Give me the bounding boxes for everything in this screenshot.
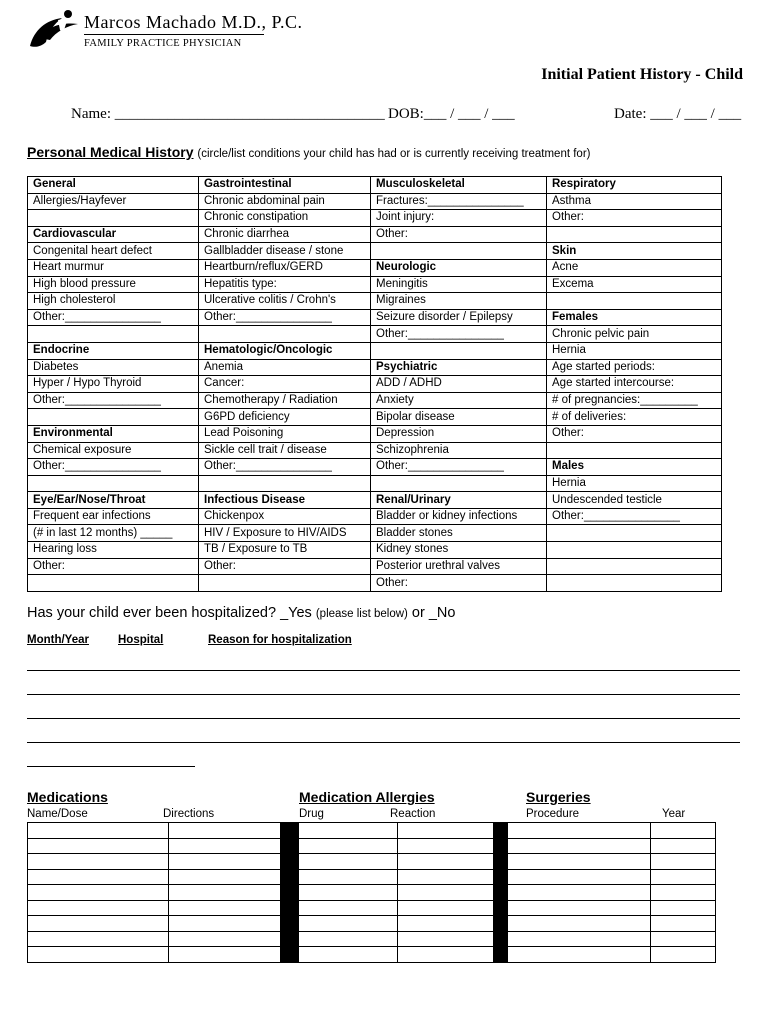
history-category-heading: Females bbox=[547, 309, 722, 326]
history-row bbox=[28, 376, 722, 393]
practice-name: Marcos Machado M.D., P.C. bbox=[84, 12, 303, 32]
col-month-year: Month/Year bbox=[27, 634, 89, 646]
history-condition[interactable]: Other: bbox=[547, 425, 722, 442]
history-row bbox=[28, 210, 722, 227]
med-entry-cell[interactable] bbox=[508, 900, 651, 916]
med-entry-cell[interactable] bbox=[398, 916, 494, 932]
history-condition[interactable]: Hyper / Hypo Thyroid bbox=[28, 376, 199, 393]
history-condition[interactable] bbox=[547, 293, 722, 310]
allergies-heading: Medication Allergies bbox=[299, 789, 435, 805]
procedure-label: Procedure bbox=[526, 808, 580, 820]
history-condition[interactable]: Depression bbox=[371, 425, 547, 442]
med-entry-cell[interactable] bbox=[169, 823, 281, 839]
med-row bbox=[28, 823, 716, 839]
med-entry-cell[interactable] bbox=[28, 869, 169, 885]
med-entry-cell[interactable] bbox=[398, 900, 494, 916]
hosp-entry-line[interactable] bbox=[27, 742, 740, 743]
med-entry-cell[interactable] bbox=[299, 900, 398, 916]
history-condition[interactable] bbox=[371, 243, 547, 260]
column-separator bbox=[494, 900, 508, 916]
pmh-heading bbox=[27, 144, 590, 160]
history-condition[interactable]: High blood pressure bbox=[28, 276, 199, 293]
med-entry-cell[interactable] bbox=[398, 885, 494, 901]
directions-label: Directions bbox=[163, 808, 215, 820]
history-condition[interactable]: Anxiety bbox=[371, 392, 547, 409]
dob-line: ___ / ___ / ___ bbox=[423, 106, 515, 122]
med-entry-cell[interactable] bbox=[28, 931, 169, 947]
column-separator bbox=[281, 916, 299, 932]
history-condition[interactable]: Kidney stones bbox=[371, 542, 547, 559]
history-condition[interactable]: Bladder or kidney infections bbox=[371, 508, 547, 525]
medications-heading: Medications bbox=[27, 789, 108, 805]
med-entry-cell[interactable] bbox=[169, 838, 281, 854]
med-entry-cell[interactable] bbox=[508, 869, 651, 885]
med-entry-cell[interactable] bbox=[299, 823, 398, 839]
history-row bbox=[28, 342, 722, 359]
history-condition[interactable]: Seizure disorder / Epilepsy bbox=[371, 309, 547, 326]
name-dose-label: Name/Dose bbox=[27, 808, 88, 820]
history-condition[interactable]: Ulcerative colitis / Crohn's bbox=[199, 293, 371, 310]
date-label: Date: bbox=[614, 106, 647, 122]
date-line: ___ / ___ / ___ bbox=[650, 106, 742, 122]
practice-subtitle: FAMILY PRACTICE PHYSICIAN bbox=[84, 38, 242, 49]
history-condition[interactable]: Other:_______________ bbox=[371, 326, 547, 343]
med-row bbox=[28, 869, 716, 885]
med-entry-cell[interactable] bbox=[651, 838, 716, 854]
history-condition[interactable] bbox=[199, 326, 371, 343]
med-entry-cell[interactable] bbox=[299, 869, 398, 885]
dob-field[interactable] bbox=[388, 106, 515, 123]
history-condition[interactable]: Other:_______________ bbox=[28, 459, 199, 476]
column-separator bbox=[281, 838, 299, 854]
med-entry-cell[interactable] bbox=[398, 854, 494, 870]
history-category-heading: Skin bbox=[547, 243, 722, 260]
history-condition[interactable]: Chemotherapy / Radiation bbox=[199, 392, 371, 409]
history-condition[interactable]: Other: bbox=[28, 558, 199, 575]
history-row bbox=[28, 276, 722, 293]
hosp-entry-line[interactable] bbox=[27, 694, 740, 695]
med-entry-cell[interactable] bbox=[398, 838, 494, 854]
history-condition[interactable]: Schizophrenia bbox=[371, 442, 547, 459]
med-entry-cell[interactable] bbox=[398, 947, 494, 963]
history-condition[interactable]: Other:_______________ bbox=[28, 309, 199, 326]
year-label: Year bbox=[662, 808, 686, 820]
col-reason: Reason for hospitalization bbox=[208, 634, 352, 646]
med-entry-cell[interactable] bbox=[28, 947, 169, 963]
history-category-heading: Hematologic/Oncologic bbox=[199, 342, 371, 359]
history-category-heading: Gastrointestinal bbox=[199, 177, 371, 194]
column-separator bbox=[494, 854, 508, 870]
med-entry-cell[interactable] bbox=[169, 931, 281, 947]
history-condition[interactable]: Asthma bbox=[547, 193, 722, 210]
history-condition[interactable] bbox=[547, 542, 722, 559]
med-entry-cell[interactable] bbox=[299, 947, 398, 963]
hospitalized-question[interactable] bbox=[27, 605, 455, 621]
history-condition[interactable]: Congenital heart defect bbox=[28, 243, 199, 260]
column-separator bbox=[281, 869, 299, 885]
history-condition[interactable]: Sickle cell trait / disease bbox=[199, 442, 371, 459]
med-entry-cell[interactable] bbox=[651, 854, 716, 870]
history-condition[interactable]: Acne bbox=[547, 259, 722, 276]
history-row bbox=[28, 309, 722, 326]
history-row bbox=[28, 575, 722, 592]
med-entry-cell[interactable] bbox=[299, 931, 398, 947]
history-condition[interactable]: Posterior urethral valves bbox=[371, 558, 547, 575]
history-category-heading: Respiratory bbox=[547, 177, 722, 194]
history-condition[interactable]: Excema bbox=[547, 276, 722, 293]
drug-label: Drug bbox=[299, 808, 324, 820]
history-condition[interactable]: Gallbladder disease / stone bbox=[199, 243, 371, 260]
med-entry-cell[interactable] bbox=[28, 838, 169, 854]
pmh-note: (circle/list conditions your child has had or is currently receiving treatment for) bbox=[197, 148, 591, 160]
practice-logo-icon bbox=[28, 8, 80, 52]
history-row bbox=[28, 392, 722, 409]
hospitalized-note: (please list below) bbox=[315, 608, 408, 620]
history-row bbox=[28, 359, 722, 376]
history-category-heading: Renal/Urinary bbox=[371, 492, 547, 509]
med-entry-cell[interactable] bbox=[651, 931, 716, 947]
med-entry-cell[interactable] bbox=[508, 916, 651, 932]
history-condition[interactable]: Hernia bbox=[547, 342, 722, 359]
history-condition[interactable]: Chronic pelvic pain bbox=[547, 326, 722, 343]
column-separator bbox=[494, 931, 508, 947]
history-condition[interactable]: Bladder stones bbox=[371, 525, 547, 542]
hosp-entry-line[interactable] bbox=[27, 670, 740, 671]
history-row bbox=[28, 525, 722, 542]
med-entry-cell[interactable] bbox=[508, 931, 651, 947]
history-condition[interactable]: Migraines bbox=[371, 293, 547, 310]
history-row bbox=[28, 177, 722, 194]
med-row bbox=[28, 947, 716, 963]
history-condition[interactable]: Chronic abdominal pain bbox=[199, 193, 371, 210]
history-condition[interactable]: Cancer: bbox=[199, 376, 371, 393]
history-row bbox=[28, 459, 722, 476]
history-condition[interactable]: Other:_______________ bbox=[28, 392, 199, 409]
history-condition[interactable]: Hearing loss bbox=[28, 542, 199, 559]
history-condition[interactable]: Chemical exposure bbox=[28, 442, 199, 459]
med-entry-cell[interactable] bbox=[169, 916, 281, 932]
history-condition[interactable]: Chickenpox bbox=[199, 508, 371, 525]
history-condition[interactable] bbox=[28, 409, 199, 426]
history-category-heading: Males bbox=[547, 459, 722, 476]
med-entry-cell[interactable] bbox=[169, 947, 281, 963]
history-condition[interactable]: HIV / Exposure to HIV/AIDS bbox=[199, 525, 371, 542]
med-row bbox=[28, 916, 716, 932]
reaction-label: Reaction bbox=[390, 808, 436, 820]
med-entry-cell[interactable] bbox=[28, 900, 169, 916]
column-separator bbox=[281, 823, 299, 839]
history-category-heading: Musculoskeletal bbox=[371, 177, 547, 194]
hospitalized-no[interactable]: or _No bbox=[411, 605, 456, 621]
history-category-heading: General bbox=[28, 177, 199, 194]
history-row bbox=[28, 558, 722, 575]
history-condition[interactable]: Hepatitis type: bbox=[199, 276, 371, 293]
med-entry-cell[interactable] bbox=[299, 885, 398, 901]
name-line: ____________________________________ bbox=[114, 106, 385, 122]
history-row bbox=[28, 259, 722, 276]
dob-label: DOB: bbox=[388, 106, 424, 122]
column-separator bbox=[281, 947, 299, 963]
history-row bbox=[28, 425, 722, 442]
history-condition[interactable]: Heart murmur bbox=[28, 259, 199, 276]
column-separator bbox=[494, 947, 508, 963]
col-hospital: Hospital bbox=[118, 634, 164, 646]
history-row bbox=[28, 193, 722, 210]
hospitalized-yes[interactable]: Has your child ever been hospitalized? _Yes bbox=[27, 605, 312, 621]
document-title: Initial Patient History - Child bbox=[541, 66, 743, 83]
med-entry-cell[interactable] bbox=[508, 823, 651, 839]
med-row bbox=[28, 838, 716, 854]
column-separator bbox=[494, 823, 508, 839]
history-category-heading: Cardiovascular bbox=[28, 226, 199, 243]
history-condition[interactable]: Lead Poisoning bbox=[199, 425, 371, 442]
history-condition[interactable]: Fractures:_______________ bbox=[371, 193, 547, 210]
med-entry-cell[interactable] bbox=[28, 854, 169, 870]
history-category-heading: Neurologic bbox=[371, 259, 547, 276]
history-condition[interactable]: Anemia bbox=[199, 359, 371, 376]
history-condition[interactable]: Other: bbox=[199, 558, 371, 575]
med-entry-cell[interactable] bbox=[651, 823, 716, 839]
med-entry-cell[interactable] bbox=[398, 931, 494, 947]
history-condition[interactable]: G6PD deficiency bbox=[199, 409, 371, 426]
history-row bbox=[28, 442, 722, 459]
column-separator bbox=[281, 854, 299, 870]
med-entry-cell[interactable] bbox=[508, 854, 651, 870]
column-separator bbox=[281, 885, 299, 901]
history-condition[interactable]: Other:_______________ bbox=[199, 459, 371, 476]
history-condition[interactable]: TB / Exposure to TB bbox=[199, 542, 371, 559]
history-condition[interactable]: Age started periods: bbox=[547, 359, 722, 376]
history-condition[interactable]: Other:_______________ bbox=[199, 309, 371, 326]
med-entry-cell[interactable] bbox=[398, 869, 494, 885]
history-row bbox=[28, 326, 722, 343]
history-condition[interactable]: # of deliveries: bbox=[547, 409, 722, 426]
history-category-heading: Infectious Disease bbox=[199, 492, 371, 509]
history-row bbox=[28, 492, 722, 509]
history-category-heading: Environmental bbox=[28, 425, 199, 442]
history-condition[interactable]: Undescended testicle bbox=[547, 492, 722, 509]
history-condition[interactable]: Other: bbox=[371, 575, 547, 592]
history-row bbox=[28, 293, 722, 310]
med-entry-cell[interactable] bbox=[299, 854, 398, 870]
history-condition[interactable]: Heartburn/reflux/GERD bbox=[199, 259, 371, 276]
med-entry-cell[interactable] bbox=[651, 869, 716, 885]
medications-table bbox=[27, 822, 716, 963]
history-condition[interactable]: Frequent ear infections bbox=[28, 508, 199, 525]
med-entry-cell[interactable] bbox=[169, 900, 281, 916]
history-condition[interactable] bbox=[28, 575, 199, 592]
history-condition[interactable]: High cholesterol bbox=[28, 293, 199, 310]
medical-history-table bbox=[27, 176, 722, 592]
history-condition[interactable]: Allergies/Hayfever bbox=[28, 193, 199, 210]
column-separator bbox=[494, 838, 508, 854]
med-row bbox=[28, 900, 716, 916]
column-separator bbox=[494, 885, 508, 901]
column-separator bbox=[281, 931, 299, 947]
med-entry-cell[interactable] bbox=[28, 885, 169, 901]
med-entry-cell[interactable] bbox=[651, 900, 716, 916]
med-entry-cell[interactable] bbox=[28, 916, 169, 932]
med-entry-cell[interactable] bbox=[28, 823, 169, 839]
history-category-heading: Psychiatric bbox=[371, 359, 547, 376]
brand-divider bbox=[84, 34, 264, 35]
med-entry-cell[interactable] bbox=[398, 823, 494, 839]
history-condition[interactable] bbox=[547, 575, 722, 592]
column-separator bbox=[494, 916, 508, 932]
history-condition[interactable]: Hernia bbox=[547, 475, 722, 492]
name-label: Name: bbox=[71, 106, 111, 122]
med-entry-cell[interactable] bbox=[299, 838, 398, 854]
history-row bbox=[28, 542, 722, 559]
med-entry-cell[interactable] bbox=[508, 838, 651, 854]
surgeries-heading: Surgeries bbox=[526, 789, 591, 805]
history-condition[interactable] bbox=[28, 210, 199, 227]
med-entry-cell[interactable] bbox=[169, 885, 281, 901]
med-entry-cell[interactable] bbox=[299, 916, 398, 932]
history-condition[interactable]: Age started intercourse: bbox=[547, 376, 722, 393]
med-entry-cell[interactable] bbox=[651, 916, 716, 932]
history-condition[interactable]: ADD / ADHD bbox=[371, 376, 547, 393]
med-entry-cell[interactable] bbox=[651, 947, 716, 963]
med-entry-cell[interactable] bbox=[651, 885, 716, 901]
column-separator bbox=[494, 869, 508, 885]
history-condition[interactable] bbox=[28, 475, 199, 492]
history-row bbox=[28, 243, 722, 260]
history-condition[interactable] bbox=[199, 575, 371, 592]
history-row bbox=[28, 409, 722, 426]
history-condition[interactable]: Other:_______________ bbox=[371, 459, 547, 476]
history-row bbox=[28, 226, 722, 243]
history-condition[interactable]: Diabetes bbox=[28, 359, 199, 376]
history-condition[interactable]: Other: bbox=[547, 210, 722, 227]
pmh-title: Personal Medical History bbox=[27, 144, 194, 160]
med-entry-cell[interactable] bbox=[169, 869, 281, 885]
history-condition[interactable] bbox=[199, 475, 371, 492]
history-condition[interactable] bbox=[547, 525, 722, 542]
history-condition[interactable] bbox=[547, 226, 722, 243]
med-row bbox=[28, 854, 716, 870]
history-row bbox=[28, 508, 722, 525]
column-separator bbox=[281, 900, 299, 916]
med-row bbox=[28, 931, 716, 947]
history-category-heading: Endocrine bbox=[28, 342, 199, 359]
history-condition[interactable]: Joint injury: bbox=[371, 210, 547, 227]
history-condition[interactable] bbox=[371, 342, 547, 359]
med-entry-cell[interactable] bbox=[508, 885, 651, 901]
history-row bbox=[28, 475, 722, 492]
name-field[interactable] bbox=[71, 106, 385, 123]
history-condition[interactable] bbox=[371, 475, 547, 492]
history-condition[interactable]: # of pregnancies:_________ bbox=[547, 392, 722, 409]
history-condition[interactable]: Chronic diarrhea bbox=[199, 226, 371, 243]
history-condition[interactable]: Meningitis bbox=[371, 276, 547, 293]
history-condition[interactable]: Bipolar disease bbox=[371, 409, 547, 426]
med-entry-cell[interactable] bbox=[169, 854, 281, 870]
history-condition[interactable]: Other:_______________ bbox=[547, 508, 722, 525]
hosp-entry-line[interactable] bbox=[27, 766, 195, 767]
history-condition[interactable] bbox=[28, 326, 199, 343]
history-condition[interactable]: (# in last 12 months) _____ bbox=[28, 525, 199, 542]
history-condition[interactable]: Other: bbox=[371, 226, 547, 243]
hosp-entry-line[interactable] bbox=[27, 718, 740, 719]
history-condition[interactable] bbox=[547, 442, 722, 459]
date-field[interactable] bbox=[614, 106, 741, 123]
med-entry-cell[interactable] bbox=[508, 947, 651, 963]
med-row bbox=[28, 885, 716, 901]
history-category-heading: Eye/Ear/Nose/Throat bbox=[28, 492, 199, 509]
history-condition[interactable]: Chronic constipation bbox=[199, 210, 371, 227]
history-condition[interactable] bbox=[547, 558, 722, 575]
